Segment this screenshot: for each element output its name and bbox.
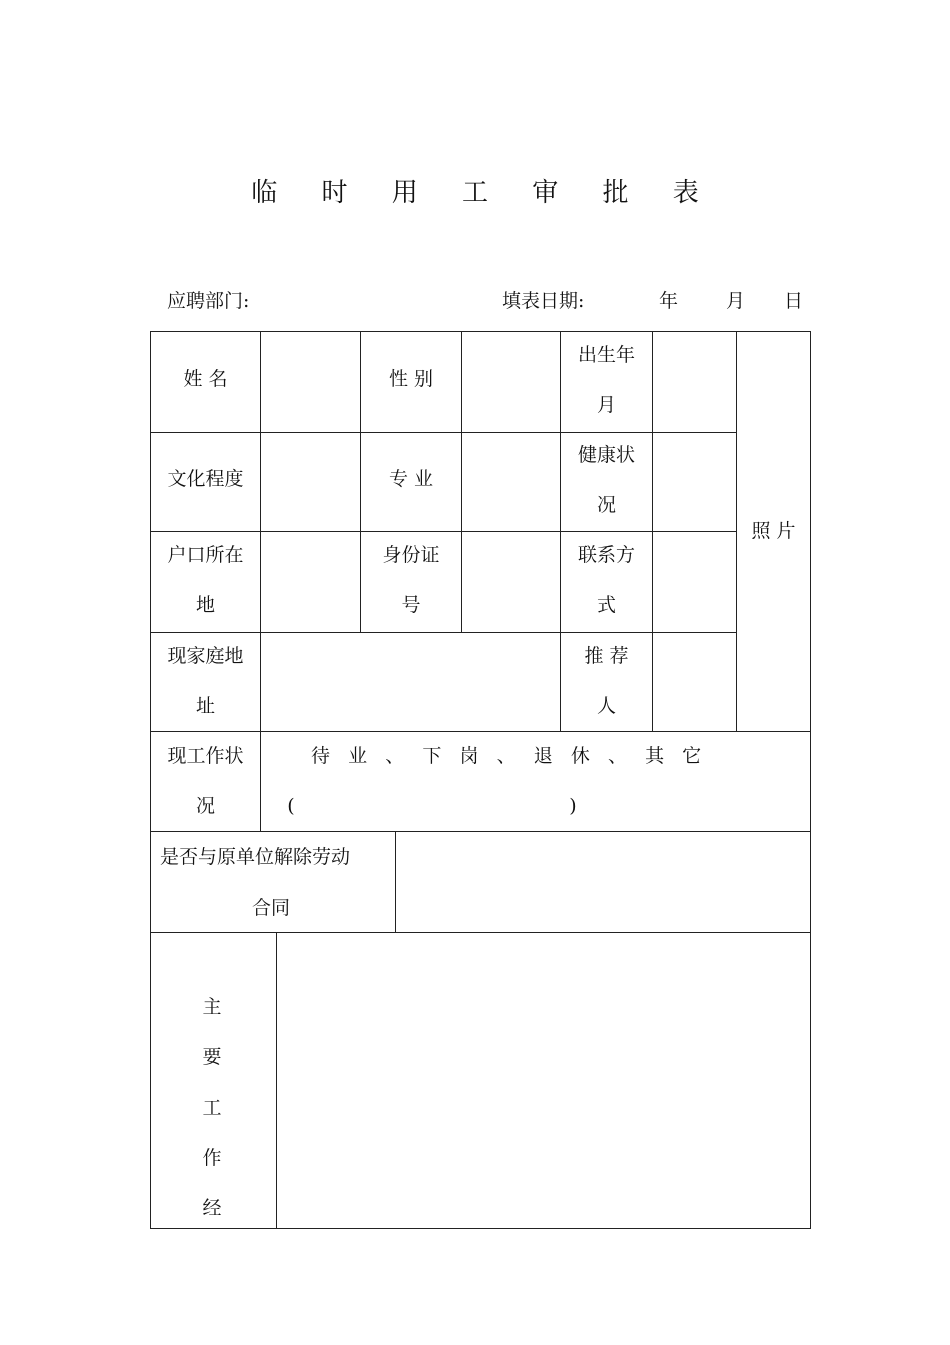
month-label: 月 <box>726 290 746 312</box>
experience-label-char: 要 <box>202 1046 222 1068</box>
health-label-line1: 健康状 <box>577 444 635 466</box>
year-label: 年 <box>659 290 679 312</box>
birth-label-line1: 出生年 <box>577 344 635 366</box>
health-field[interactable] <box>653 433 736 531</box>
referrer-label-line2: 人 <box>596 695 616 717</box>
contact-label-line2: 式 <box>596 594 616 616</box>
experience-label-char: 主 <box>202 996 222 1018</box>
gender-label: 性 别 <box>388 368 434 390</box>
birth-label-line2: 月 <box>596 394 616 416</box>
name-label: 姓 名 <box>183 368 228 390</box>
major-field[interactable] <box>462 433 560 531</box>
experience-label-char: 作 <box>202 1147 222 1169</box>
approval-table <box>150 331 811 1229</box>
health-label-line2: 况 <box>596 494 616 516</box>
education-label: 文化程度 <box>167 468 244 490</box>
address-label-line2: 址 <box>195 695 215 717</box>
education-field[interactable] <box>261 433 360 531</box>
hukou-field[interactable] <box>261 532 360 632</box>
photo-label: 照 片 <box>751 520 796 542</box>
address-label-line1: 现家庭地 <box>167 645 244 667</box>
contact-field[interactable] <box>653 532 736 632</box>
work-status-other-field[interactable] <box>301 787 561 825</box>
form-title: 临 时 用 工 审 批 表 <box>251 178 717 208</box>
contact-label-line1: 联系方 <box>577 544 635 566</box>
experience-label-char: 工 <box>202 1097 222 1119</box>
work-status-paren-open: ( <box>287 795 295 817</box>
fill-date-label: 填表日期: <box>502 290 585 312</box>
major-label: 专 业 <box>388 468 434 490</box>
contract-label-line2: 合同 <box>251 897 290 919</box>
contract-label-line1: 是否与原单位解除劳动 <box>160 846 351 868</box>
id-field[interactable] <box>462 532 560 632</box>
birth-field[interactable] <box>653 332 736 432</box>
work-status-label-line1: 现工作状 <box>167 745 244 767</box>
hukou-label-line2: 地 <box>195 594 215 616</box>
referrer-label-line1: 推 荐 <box>584 645 629 667</box>
id-label-line2: 号 <box>401 594 421 616</box>
work-status-label-line2: 况 <box>195 795 215 817</box>
department-label: 应聘部门: <box>167 290 250 312</box>
name-field[interactable] <box>261 332 360 432</box>
gender-field[interactable] <box>462 332 560 432</box>
experience-label-char: 经 <box>202 1197 222 1219</box>
work-status-options[interactable]: 待 业 、 下 岗 、 退 休 、 其 它 <box>311 745 702 767</box>
day-label: 日 <box>784 290 804 312</box>
hukou-label-line1: 户口所在 <box>167 544 244 566</box>
address-field[interactable] <box>261 633 560 731</box>
work-status-paren-close: ) <box>569 795 577 817</box>
referrer-field[interactable] <box>653 633 736 731</box>
contract-field[interactable] <box>396 833 810 932</box>
id-label-line1: 身份证 <box>382 544 440 566</box>
experience-field[interactable] <box>277 933 810 1228</box>
